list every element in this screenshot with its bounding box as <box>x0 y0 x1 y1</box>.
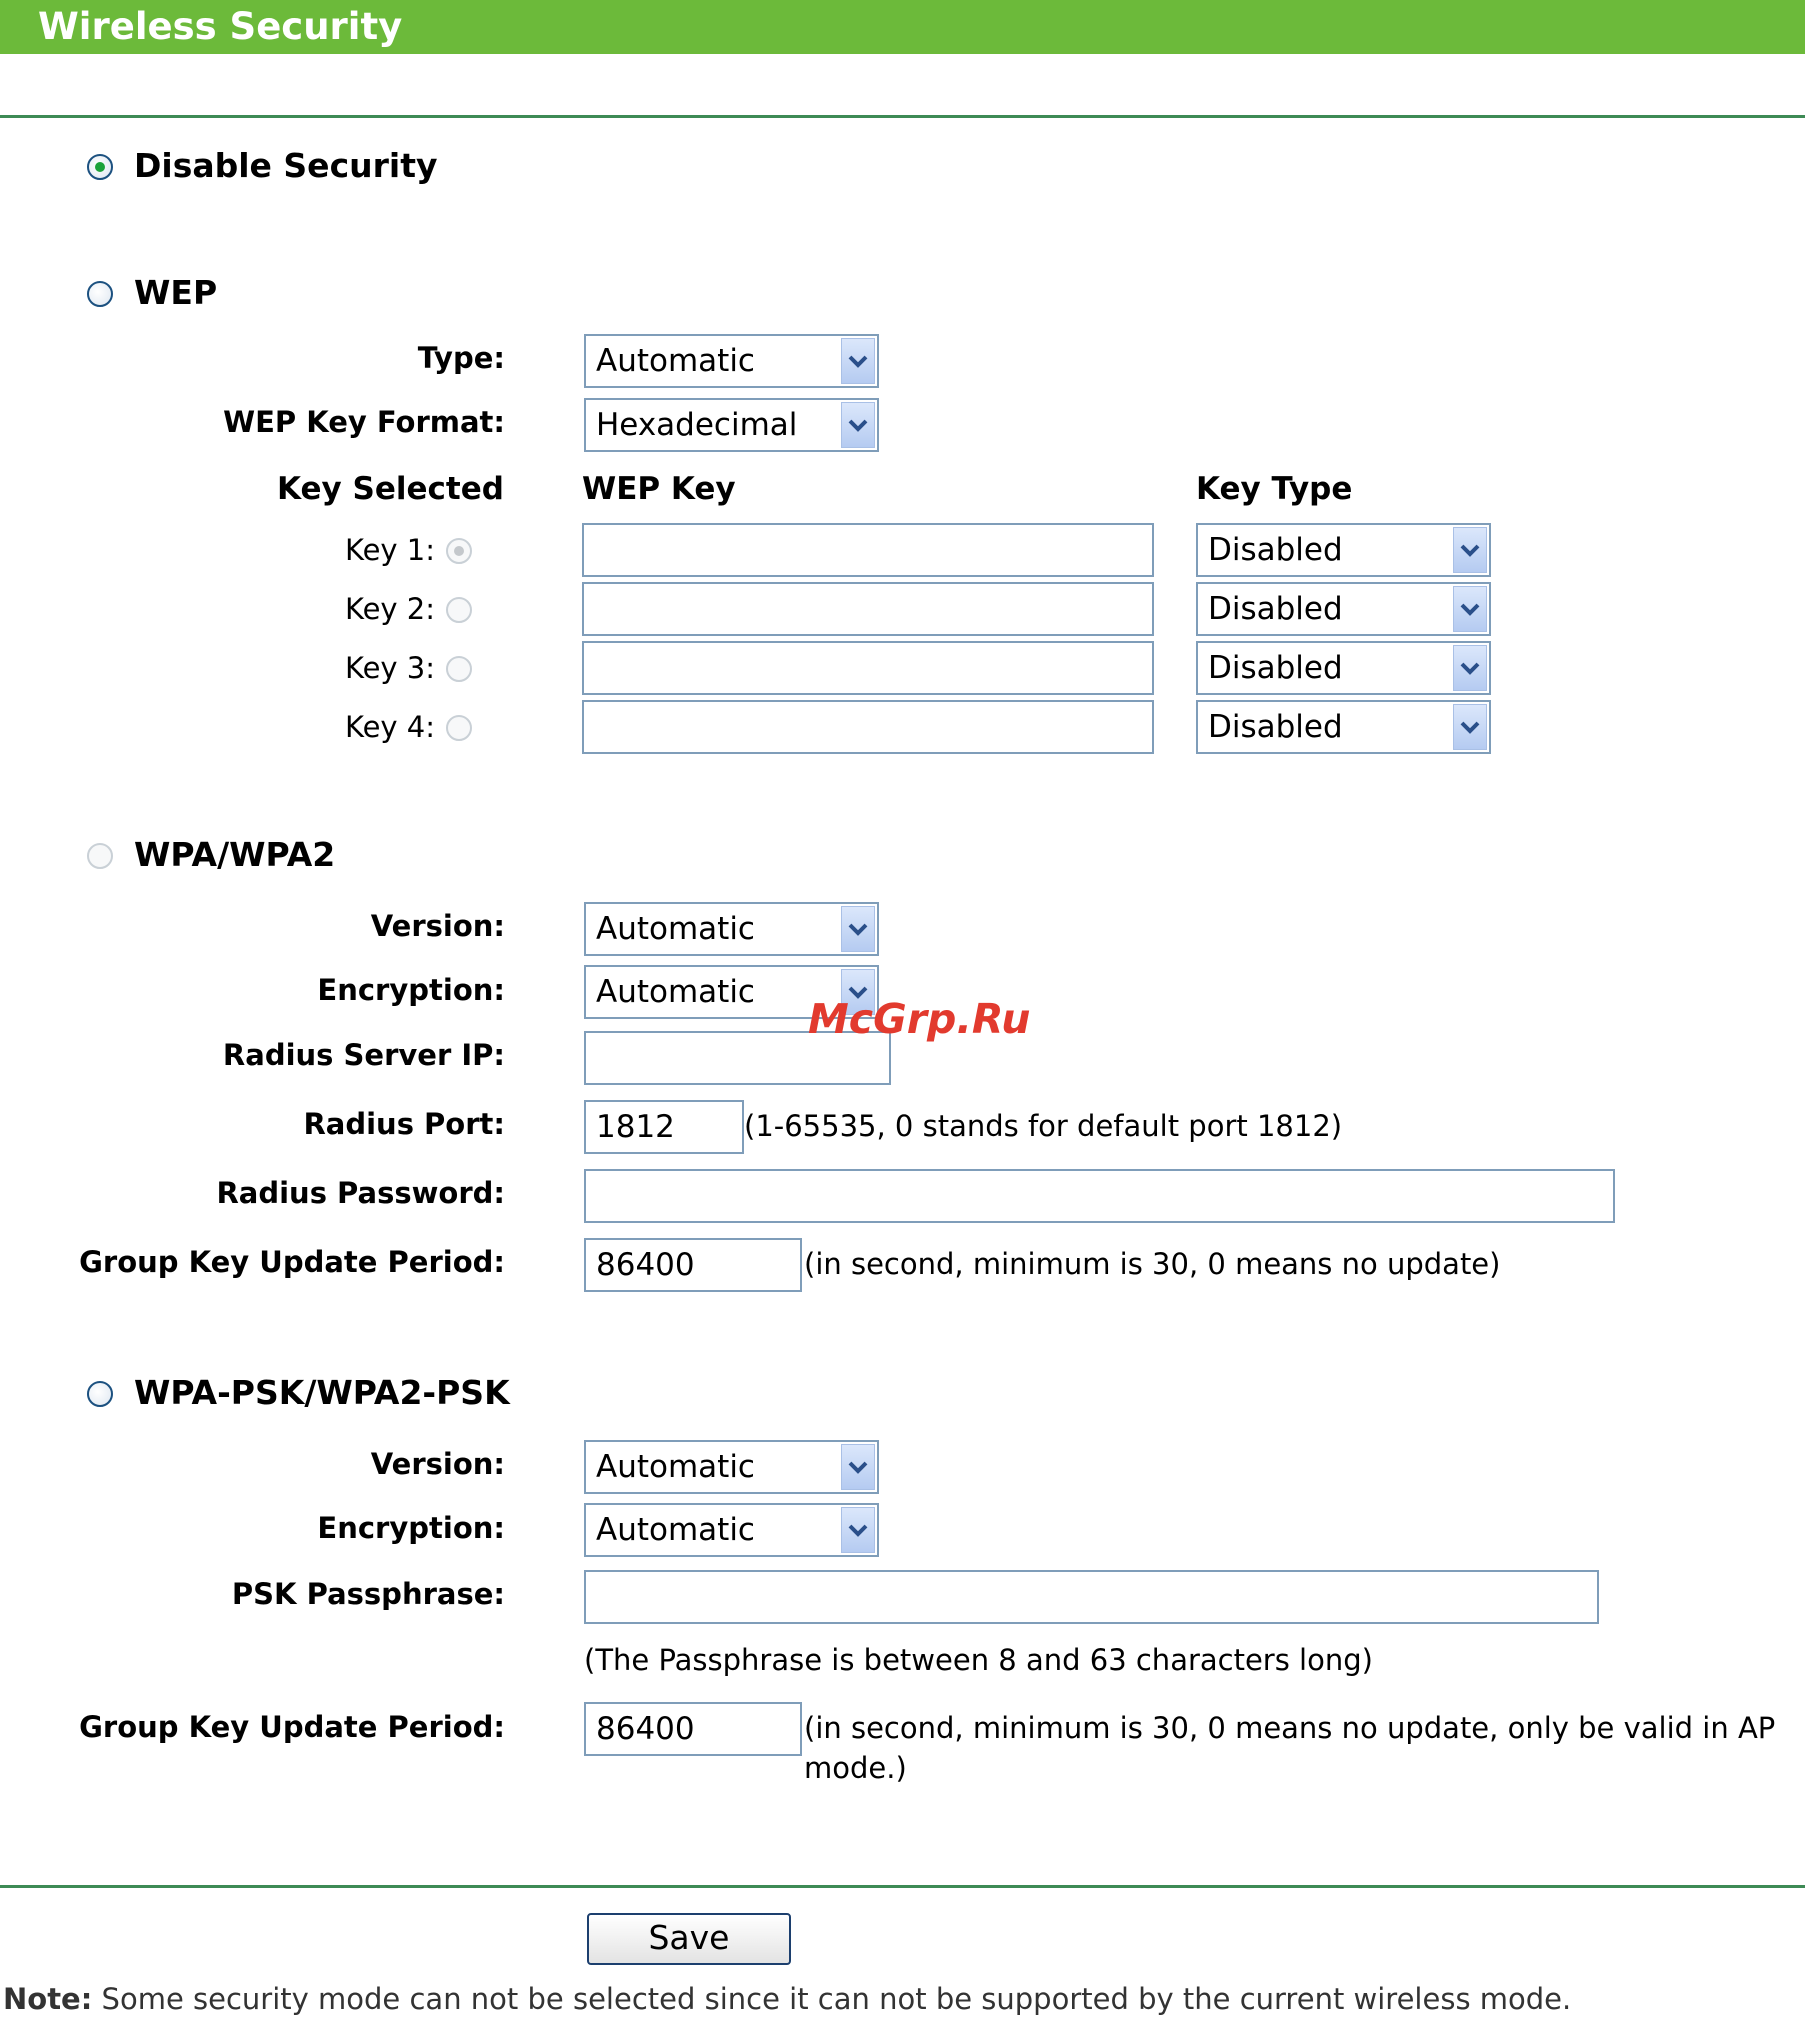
psk-passphrase-hint: (The Passphrase is between 8 and 63 characters long) <box>584 1643 1373 1677</box>
chevron-down-icon <box>841 1507 875 1553</box>
note <box>3 1979 1571 2019</box>
key1-label: Key 1: <box>345 533 436 567</box>
col-key-type: Key Type <box>1196 471 1353 507</box>
psk-group-key-hint: (in second, minimum is 30, 0 means no update, only be valid in AP mode.) <box>804 1711 1776 1785</box>
wpa-group-key-input[interactable]: 86400 <box>584 1238 802 1292</box>
chevron-down-icon <box>1453 704 1487 750</box>
radius-port-label: Radius Port: <box>303 1107 505 1141</box>
key1-type-select[interactable] <box>1196 523 1491 577</box>
key1-type-value: Disabled <box>1208 532 1343 568</box>
key3-input[interactable] <box>582 641 1154 695</box>
key2-label: Key 2: <box>345 592 436 626</box>
key2-input[interactable] <box>582 582 1154 636</box>
wpa-group-key-label: Group Key Update Period: <box>79 1245 505 1279</box>
wpa-psk-label: WPA-PSK/WPA2-PSK <box>134 1373 510 1412</box>
key4-label: Key 4: <box>345 710 436 744</box>
radius-port-input[interactable]: 1812 <box>584 1100 744 1154</box>
top-divider <box>0 115 1805 118</box>
chevron-down-icon <box>1453 645 1487 691</box>
disable-security-radio[interactable] <box>87 154 113 180</box>
wpa-version-label: Version: <box>370 909 505 943</box>
psk-group-key-input[interactable]: 86400 <box>584 1702 802 1756</box>
wep-type-label: Type: <box>417 341 505 375</box>
key3-type-value: Disabled <box>1208 650 1343 686</box>
wpa-psk-radio[interactable] <box>87 1381 113 1407</box>
chevron-down-icon <box>841 906 875 952</box>
chevron-down-icon <box>1453 527 1487 573</box>
note-text: Some security mode can not be selected since it can not be supported by the current wireless mode. <box>101 1982 1572 2016</box>
radius-password-label: Radius Password: <box>216 1176 505 1210</box>
wep-type-select[interactable] <box>584 334 879 388</box>
chevron-down-icon <box>841 338 875 384</box>
chevron-down-icon <box>841 402 875 448</box>
key4-radio[interactable] <box>446 715 472 741</box>
radius-ip-label: Radius Server IP: <box>222 1038 505 1072</box>
psk-version-value: Automatic <box>596 1449 755 1485</box>
psk-version-select[interactable] <box>584 1440 879 1494</box>
wep-format-label: WEP Key Format: <box>223 405 505 439</box>
wpa-group-key-hint: (in second, minimum is 30, 0 means no update) <box>804 1247 1501 1281</box>
chevron-down-icon <box>1453 586 1487 632</box>
wpa-label: WPA/WPA2 <box>134 835 336 874</box>
wep-type-value: Automatic <box>596 343 755 379</box>
key4-type-value: Disabled <box>1208 709 1343 745</box>
wpa-encryption-value: Automatic <box>596 974 755 1010</box>
wep-radio[interactable] <box>87 281 113 307</box>
key4-input[interactable] <box>582 700 1154 754</box>
wpa-version-value: Automatic <box>596 911 755 947</box>
wep-label: WEP <box>134 273 218 312</box>
psk-encryption-label: Encryption: <box>317 1511 505 1545</box>
psk-encryption-select[interactable] <box>584 1503 879 1557</box>
key2-radio[interactable] <box>446 597 472 623</box>
key1-input[interactable] <box>582 523 1154 577</box>
psk-passphrase-label: PSK Passphrase: <box>231 1577 505 1611</box>
disable-security-label: Disable Security <box>134 146 438 185</box>
bottom-divider <box>0 1885 1805 1888</box>
save-button[interactable]: Save <box>587 1913 791 1965</box>
radius-port-hint: (1-65535, 0 stands for default port 1812) <box>744 1109 1343 1143</box>
psk-passphrase-input[interactable] <box>584 1570 1599 1624</box>
key2-type-select[interactable] <box>1196 582 1491 636</box>
note-label: Note: <box>3 1982 93 2016</box>
psk-encryption-value: Automatic <box>596 1512 755 1548</box>
wep-format-value: Hexadecimal <box>596 407 798 443</box>
watermark: McGrp.Ru <box>808 995 1031 1043</box>
wpa-encryption-label: Encryption: <box>317 973 505 1007</box>
page-header: Wireless Security <box>0 0 1805 54</box>
psk-version-label: Version: <box>370 1447 505 1481</box>
key3-type-select[interactable] <box>1196 641 1491 695</box>
psk-group-key-label: Group Key Update Period: <box>79 1710 505 1744</box>
col-key-selected: Key Selected <box>277 471 504 507</box>
chevron-down-icon <box>841 1444 875 1490</box>
radius-password-input[interactable] <box>584 1169 1615 1223</box>
wpa-version-select[interactable] <box>584 902 879 956</box>
key3-label: Key 3: <box>345 651 436 685</box>
key1-radio[interactable] <box>446 538 472 564</box>
wpa-radio[interactable] <box>87 843 113 869</box>
key3-radio[interactable] <box>446 656 472 682</box>
col-wep-key: WEP Key <box>582 471 736 507</box>
key2-type-value: Disabled <box>1208 591 1343 627</box>
key4-type-select[interactable] <box>1196 700 1491 754</box>
wep-format-select[interactable] <box>584 398 879 452</box>
